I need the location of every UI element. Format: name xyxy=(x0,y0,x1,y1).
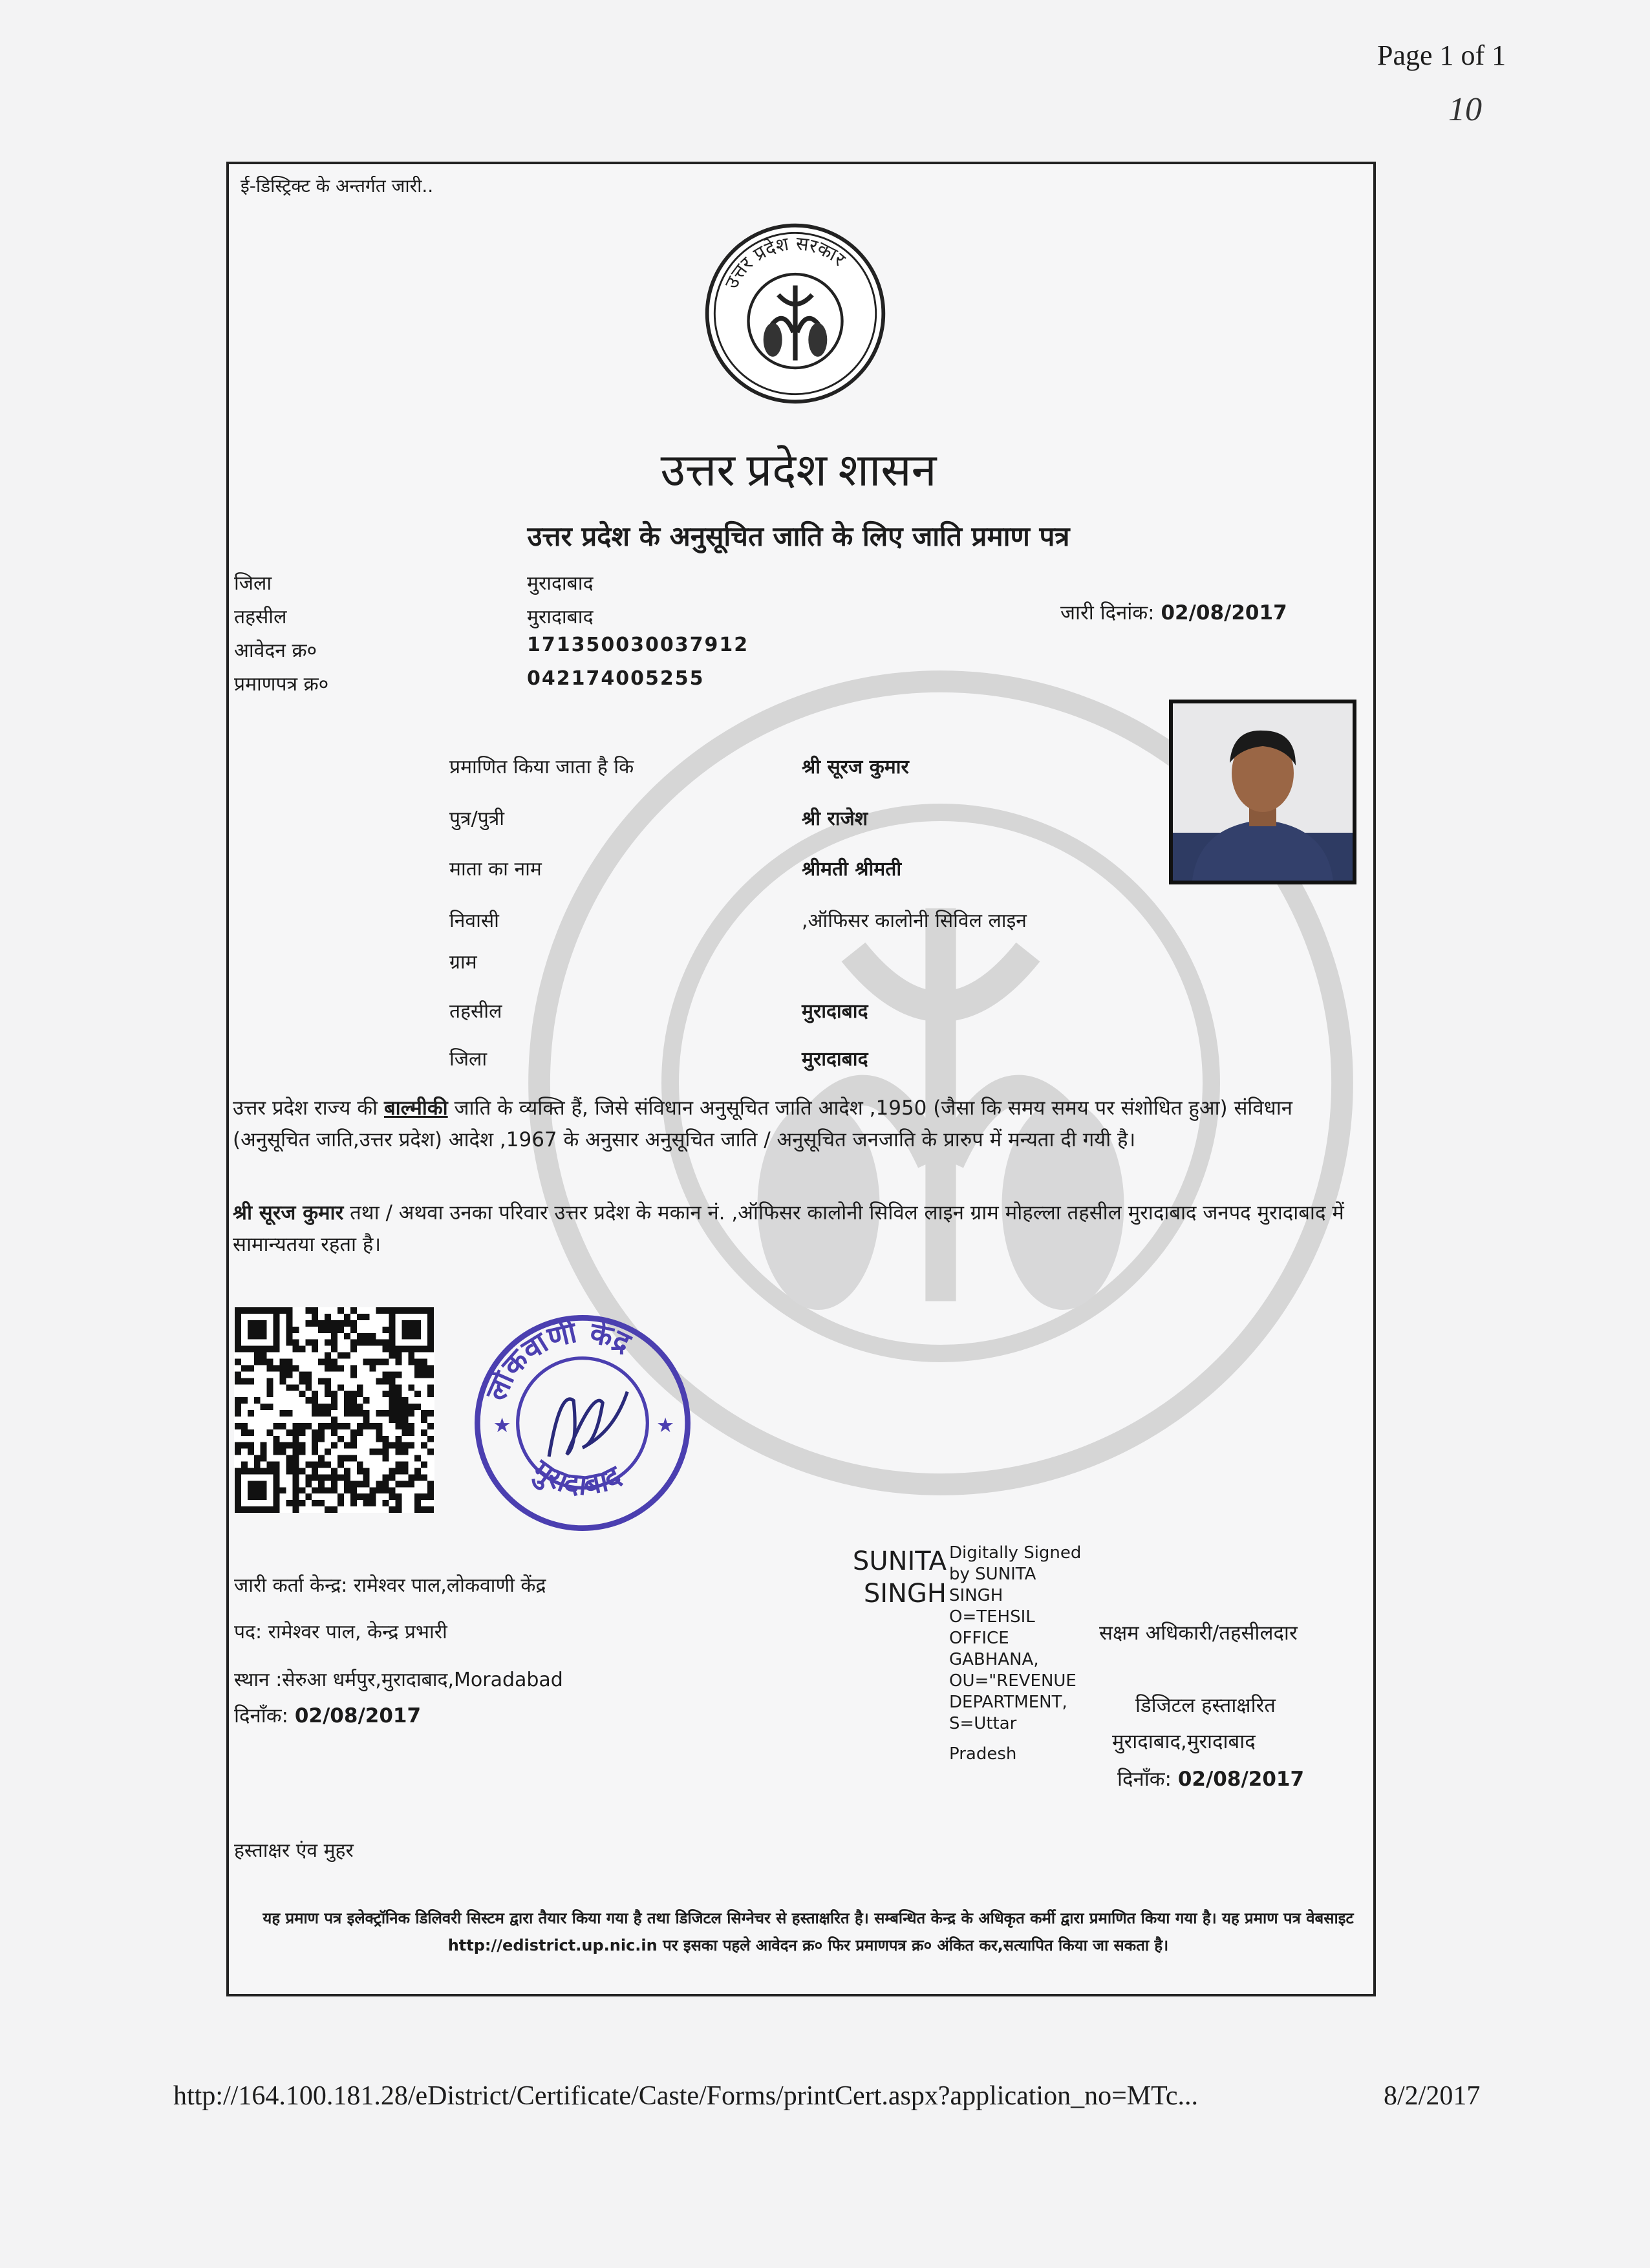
signer-name-line2: SINGH xyxy=(863,1579,947,1609)
issuer-post: पद: रामेश्वर पाल, केन्द्र प्रभारी xyxy=(234,1621,447,1643)
parent-label: पुत्र/पुत्री xyxy=(449,808,505,830)
applicant-photo xyxy=(1169,700,1356,884)
footer-note: यह प्रमाण पत्र इलेक्ट्रॉनिक डिलिवरी सिस्टम द्वारा तैयार किया गया है तथा डिजिटल सिग्नेचर से हस्ताक्षरित है। सम्बन्धित केन्द्र के अधिकृत कर्मी द्वारा प्रमाणित किया गया है। यह प्रमाण पत्र वेबसाइट http://edistrict.up.nic.in पर इसका पहले आवेदन क्र० फिर प्रमाणपत्र क्र० अंकित कर,सत्यापित किया जा सकता है। xyxy=(262,1909,1354,1954)
person-tehsil-value: मुरादाबाद xyxy=(802,1000,868,1023)
print-url: http://164.100.181.28/eDistrict/Certificate/Caste/Forms/printCert.aspx?application_no=MTc... xyxy=(173,2081,1198,2111)
issuer-date-value: 02/08/2017 xyxy=(294,1704,422,1728)
officer-location: मुरादाबाद,मुरादाबाद xyxy=(1112,1730,1256,1753)
signature-detail-line: Digitally Signed xyxy=(949,1543,1082,1563)
stamp-top-text: लोकवाणी केंद्र xyxy=(478,1314,636,1406)
signer-name xyxy=(829,1545,947,1610)
district-label: जिला xyxy=(234,572,272,595)
caste-para-rest: जाति के व्यक्ति हैं, जिसे संविधान अनुसूचित जाति आदेश ,1950 (जैसा कि समय समय पर संशोधित हुआ) संविधान (अनुसूचित जाति,उत्तर प्रदेश) आदेश ,1967 के अनुसार अनुसूचित जाति / अनुसूचित जनजाति के प्रारुप में मन्यता दी गयी है। xyxy=(233,1097,1292,1151)
qr-code-image xyxy=(234,1307,434,1513)
parent-value: श्री राजेश xyxy=(802,808,868,830)
issue-date xyxy=(1060,599,1287,626)
residence-paragraph xyxy=(233,1197,1364,1261)
residence-para-rest: तथा / अथवा उनका परिवार उत्तर प्रदेश के मकान नं. ,ऑफिसर कालोनी सिविल लाइन ग्राम मोहल्ला तहसील मुरादाबाद जनपद मुरादाबाद में सामान्यतया रहता है। xyxy=(233,1201,1344,1256)
handwritten-number: 10 xyxy=(1448,91,1482,128)
signer-name-line1: SUNITA xyxy=(852,1546,947,1576)
person-district-label: जिला xyxy=(449,1048,488,1071)
application-no-label: आवेदन क्र० xyxy=(234,639,317,662)
caste-name: बाल्मीकी xyxy=(383,1097,448,1120)
tehsil-label: तहसील xyxy=(234,606,287,628)
issuer-date xyxy=(234,1702,421,1729)
issuer-place: स्थान :सेरुआ धर्मपुर,मुरादाबाद,Moradabad xyxy=(234,1669,563,1691)
qr-code xyxy=(234,1307,434,1513)
caste-paragraph xyxy=(233,1093,1364,1156)
signature-detail-line: Pradesh xyxy=(949,1744,1017,1764)
emblem-text: उत्तर प्रदेश सरकार xyxy=(720,232,850,292)
applicant-name: श्री सूरज कुमार xyxy=(802,756,909,778)
signature-detail-line: OFFICE xyxy=(949,1629,1009,1648)
up-govt-emblem xyxy=(702,220,889,407)
signature-detail-line: GABHANA, xyxy=(949,1650,1039,1669)
signature-detail-line: O=TEHSIL xyxy=(949,1607,1035,1627)
sign-and-seal: हस्ताक्षर एंव मुहर xyxy=(234,1839,354,1862)
mother-value: श्रीमती श्रीमती xyxy=(802,858,902,881)
stamp-bottom-text: मुरादाबाद xyxy=(526,1452,627,1503)
residence-para-name: श्री सूरज कुमार xyxy=(233,1201,344,1225)
signature-detail-line: SINGH xyxy=(949,1586,1003,1605)
certificate-no-value: 042174005255 xyxy=(527,667,705,690)
stamp-star-left: ★ xyxy=(493,1413,511,1437)
officer-date xyxy=(1117,1765,1304,1792)
officer-title: सक्षम अधिकारी/तहसीलदार xyxy=(1099,1621,1298,1645)
tehsil-value: मुरादाबाद xyxy=(527,606,594,628)
signature-detail-line: OU="REVENUE xyxy=(949,1671,1077,1691)
certificate-no-label: प्रमाणपत्र क्र० xyxy=(234,673,329,696)
district-value: मुरादाबाद xyxy=(527,572,594,595)
caste-para-start: उत्तर प्रदेश राज्य की xyxy=(233,1097,384,1120)
applicant-photo-image xyxy=(1173,703,1353,881)
issued-under: ई-डिस्ट्रिक्ट के अन्तर्गत जारी.. xyxy=(241,175,434,197)
signature-detail-line: DEPARTMENT, xyxy=(949,1693,1067,1712)
resident-value: ,ऑफिसर कालोनी सिविल लाइन xyxy=(802,910,1027,932)
signature-details xyxy=(949,1543,1104,1765)
signature-detail-line: by SUNITA xyxy=(949,1565,1036,1584)
government-title: उत्तर प्रदेश शासन xyxy=(660,446,937,496)
page-info: Page 1 of 1 xyxy=(1377,39,1506,71)
stamp-star-right: ★ xyxy=(656,1413,675,1437)
application-no-value: 171350030037912 xyxy=(527,634,749,656)
certificate-title: उत्तर प्रदेश के अनुसूचित जाति के लिए जाति प्रमाण पत्र xyxy=(527,520,1070,552)
issue-date-label: जारी दिनांक: xyxy=(1060,601,1155,625)
officer-digital: डिजिटल हस्ताक्षरित xyxy=(1135,1694,1276,1717)
lokvani-stamp xyxy=(471,1311,694,1535)
officer-date-label: दिनाँक: xyxy=(1117,1768,1172,1791)
resident-label: निवासी xyxy=(449,910,499,932)
officer-date-value: 02/08/2017 xyxy=(1177,1768,1305,1791)
issuer-date-label: दिनाँक: xyxy=(234,1704,288,1728)
issuing-centre: जारी कर्ता केन्द्र: रामेश्वर पाल,लोकवाणी केंद्र xyxy=(234,1574,546,1597)
signature-detail-line: S=Uttar xyxy=(949,1714,1017,1733)
mother-label: माता का नाम xyxy=(449,858,542,881)
person-tehsil-label: तहसील xyxy=(449,1000,502,1023)
certify-label: प्रमाणित किया जाता है कि xyxy=(449,756,634,778)
print-date: 8/2/2017 xyxy=(1384,2081,1481,2111)
village-label: ग्राम xyxy=(449,951,477,974)
person-district-value: मुरादाबाद xyxy=(802,1048,868,1071)
handwritten-signature xyxy=(549,1392,627,1457)
issue-date-value: 02/08/2017 xyxy=(1161,601,1287,625)
